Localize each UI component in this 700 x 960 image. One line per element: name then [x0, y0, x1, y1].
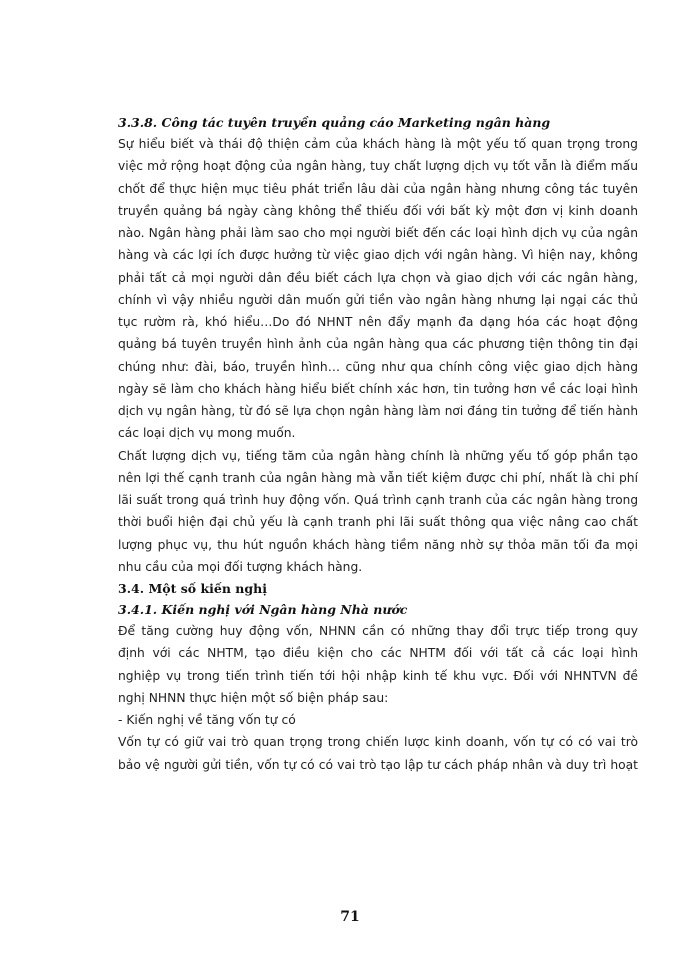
paragraph-marketing-1 — [118, 134, 638, 446]
paragraph-recommendation-2 — [118, 732, 638, 777]
text-line: nghiệp vụ trong tiến trình tiến tới hội nhập kinh tế khu vực. Đối với NHNTVN đề — [118, 668, 638, 683]
text-line: chốt để thực hiện mục tiêu phát triển lâu dài của ngân hàng nhưng công tác tuyên — [118, 181, 638, 196]
text-line: ngày sẽ làm cho khách hàng hiểu biết chính xác hơn, tin tưởng hơn về các loại hình — [118, 381, 638, 396]
text-line: dịch vụ ngân hàng, từ đó sẽ lựa chọn ngân hàng làm nơi đáng tin tưởng để tiến hành — [118, 404, 638, 418]
page-number: 71 — [340, 909, 360, 925]
text-line: chính vì vậy nhiều người dân muốn gửi tiền vào ngân hàng nhưng lại ngại các thủ — [118, 292, 638, 307]
paragraph-recommendation-1 — [118, 621, 638, 710]
bullet-item — [118, 710, 638, 732]
text-line: Để tăng cường huy động vốn, NHNN cần có những thay đổi trực tiếp trong quy — [118, 624, 638, 638]
text-line: định với các NHTM, tạo điều kiện cho các NHTM đối với tất cả các loại hình — [118, 646, 638, 661]
text-line: lượng phục vụ, thu hút nguồn khách hàng tiềm năng nhờ sự thỏa mãn tối đa mọi — [118, 537, 638, 552]
text-line: Chất lượng dịch vụ, tiếng tăm của ngân hàng chính là những yếu tố góp phần tạo — [118, 448, 638, 463]
text-line: nào. Ngân hàng phải làm sao cho mọi người biết đến các loại hình dịch vụ của ngân — [118, 226, 638, 240]
text-line: hàng và các lợi ích được hưởng từ việc giao dịch với ngân hàng. Vì hiện nay, không — [118, 248, 638, 263]
text-line: Vốn tự có giữ vai trò quan trọng trong chiến lược kinh doanh, vốn tự có có vai trò — [118, 735, 638, 750]
text-line: quảng bá tuyên truyền hình ảnh của ngân hàng qua các phương tiện thông tin đại — [118, 337, 638, 352]
text-line: nghị NHNN thực hiện một số biện pháp sau: — [118, 690, 389, 705]
section-heading-3-4-1: 3.4.1. Kiến nghị với Ngân hàng Nhà nước — [118, 602, 408, 617]
text-line: nhu cầu của mọi đối tượng khách hàng. — [118, 559, 363, 574]
text-line: tục rườm rà, khó hiểu…Do đó NHNT nên đẩy mạnh đa dạng hóa các hoạt động — [118, 315, 638, 329]
text-line: chúng như: đài, báo, truyền hình… cũng như qua chính công việc giao dịch hàng — [118, 359, 638, 374]
page-content — [118, 113, 638, 777]
paragraph-marketing-2 — [118, 446, 638, 580]
text-line: việc mở rộng hoạt động của ngân hàng, tuy chất lượng dịch vụ tốt vẫn là điểm mấu — [118, 159, 638, 174]
section-heading-3-3-8: 3.3.8. Công tác tuyên truyền quảng cáo Marketing ngân hàng — [118, 115, 551, 130]
text-line: nên lợi thế cạnh tranh của ngân hàng mà vẫn tiết kiệm được chi phí, nhất là chi phí — [118, 470, 638, 485]
section-heading-3-4: 3.4. Một số kiến nghị — [118, 581, 267, 596]
text-line: bảo vệ người gửi tiền, vốn tự có có vai trò tạo lập tư cách pháp nhân và duy trì hoạt — [118, 757, 638, 772]
text-line: truyền quảng bá ngày càng không thể thiếu đối với bất kỳ một đơn vị kinh doanh — [118, 203, 638, 218]
text-line: - Kiến nghị về tăng vốn tự có — [118, 713, 296, 727]
text-line: thời buổi hiện đại chủ yếu là cạnh tranh phi lãi suất thông qua việc nâng cao chất — [118, 515, 638, 530]
text-line: Sự hiểu biết và thái độ thiện cảm của khách hàng là một yếu tố quan trọng trong — [118, 137, 638, 151]
text-line: lãi suất trong quá trình huy động vốn. Quá trình cạnh tranh của các ngân hàng trong — [118, 493, 638, 507]
text-line: các loại dịch vụ mong muốn. — [118, 426, 296, 441]
text-line: phải tất cả mọi người dân đều biết cách lựa chọn và giao dịch với các ngân hàng, — [118, 270, 638, 285]
